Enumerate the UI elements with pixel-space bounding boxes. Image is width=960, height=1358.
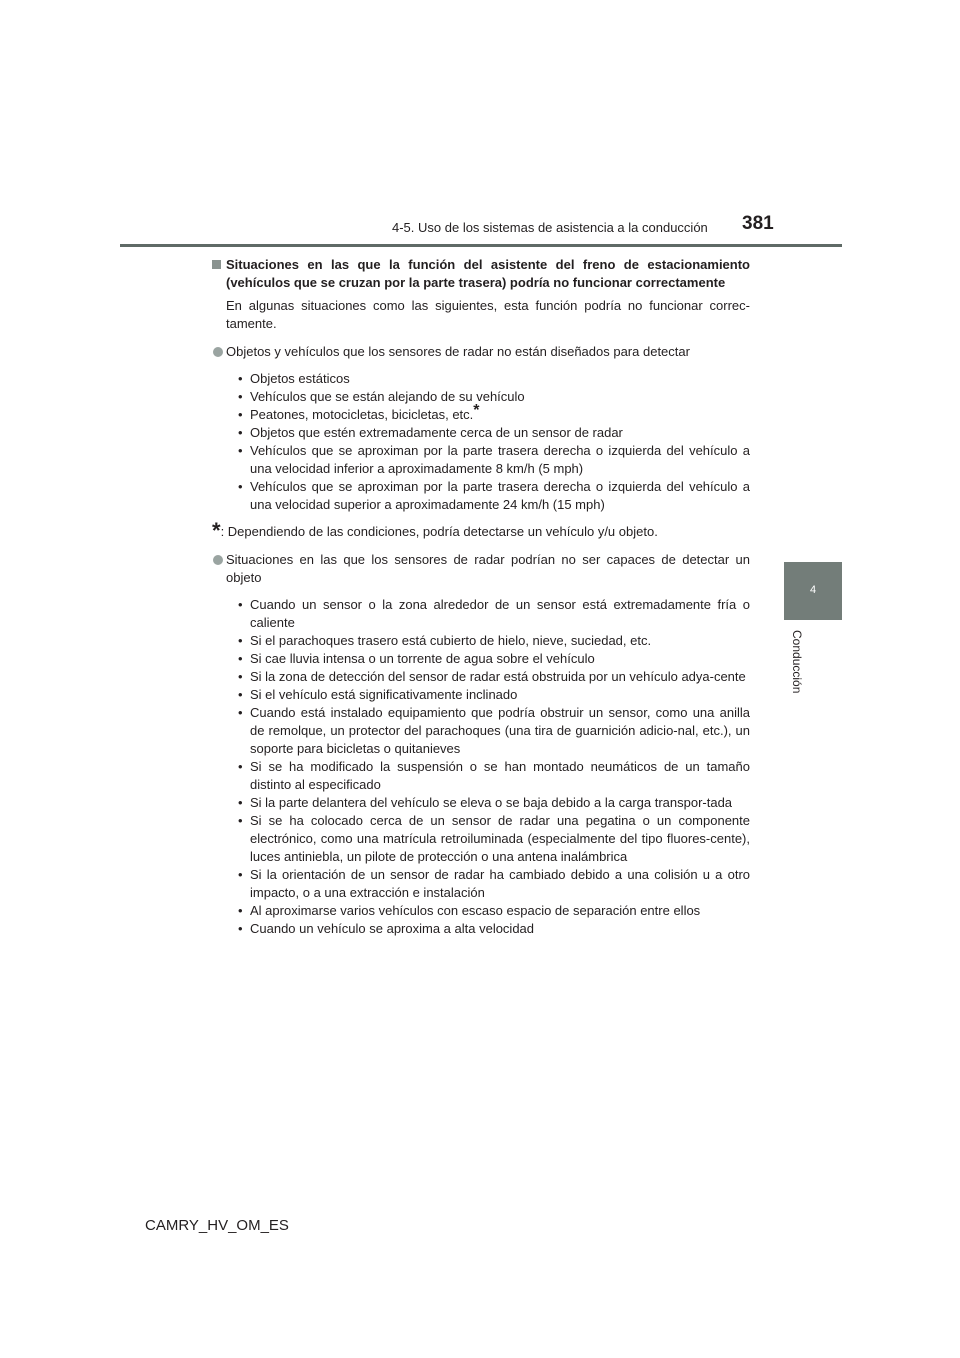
list-item: • Si la parte delantera del vehículo se eleva o se baja debido a la carga transpor-tada [238, 795, 733, 810]
list-item: • Vehículos que se están alejando de su vehículo [238, 389, 525, 404]
list-item: • Cuando un vehículo se aproxima a alta velocidad [238, 921, 535, 936]
list-item: • Al aproximarse varios vehículos con escaso espacio de separación entre ellos [238, 903, 701, 918]
section-heading [212, 256, 750, 292]
list-item: • Peatones, motocicletas, bicicletas, etc.* [238, 402, 480, 422]
list-item: • Si la zona de detección del sensor de radar está obstruida por un vehículo adya-cente [238, 669, 746, 684]
group2-list [212, 596, 750, 938]
section-title: 4-5. Uso de los sistemas de asistencia a la conducción [392, 220, 708, 235]
list-item: • Objetos que estén extremadamente cerca de un sensor de radar [238, 425, 623, 440]
footnote-star: * [212, 518, 221, 543]
section-heading-text: Situaciones en las que la función del asistente del freno de estacionamiento (vehículos que se cruzan por la parte trasera) podría no funcionar correctamente [226, 257, 750, 290]
list-item: • Si se ha colocado cerca de un sensor de radar una pegatina o un componente electrónico, como una matrícula retroiluminada (especialmente del tipo fluores-cente), luces antiniebla, un pilote de protección o una antena inalámbrica [238, 813, 750, 864]
footnote-marker: * [473, 402, 480, 419]
footnote-text: : Dependiendo de las condiciones, podría detectarse un vehículo y/u objeto. [220, 524, 658, 539]
group1-title [212, 343, 750, 361]
list-item: • Si la orientación de un sensor de radar ha cambiado debido a una colisión u a otro impacto, o a una extracción e instalación [238, 867, 750, 900]
list-item: • Objetos estáticos [238, 371, 350, 386]
list-item: • Vehículos que se aproximan por la parte trasera derecha o izquierda del vehículo a una velocidad superior a aproximadamente 24 km/h (15 mph) [238, 479, 750, 512]
list-item: • Si se ha modificado la suspensión o se han montado neumáticos de un tamaño distinto al especificado [238, 759, 750, 792]
header-rule [120, 244, 842, 247]
list-item: • Si cae lluvia intensa o un torrente de agua sobre el vehículo [238, 651, 595, 666]
chapter-tab [784, 562, 842, 620]
chapter-label: Conducción [790, 630, 804, 694]
circle-bullet-icon [213, 347, 223, 357]
page-number: 381 [742, 213, 774, 234]
intro-paragraph: En algunas situaciones como las siguientes, esta función podría no funcionar correc-tamente. [226, 298, 750, 331]
footnote [212, 518, 750, 543]
square-bullet-icon [212, 260, 221, 269]
group2-title-text: Situaciones en las que los sensores de radar podrían no ser capaces de detectar un objeto [226, 552, 750, 585]
list-item: • Si el parachoques trasero está cubierto de hielo, nieve, suciedad, etc. [238, 633, 652, 648]
circle-bullet-icon [213, 555, 223, 565]
list-item: • Si el vehículo está significativamente inclinado [238, 687, 518, 702]
document-code: CAMRY_HV_OM_ES [145, 1217, 289, 1234]
list-item: • Cuando está instalado equipamiento que podría obstruir un sensor, como una anilla de remolque, un protector del parachoques (una tira de guarnición adicio-nal, etc.), un soporte para bicicletas o quitanieves [238, 705, 750, 756]
list-item: • Vehículos que se aproximan por la parte trasera derecha o izquierda del vehículo a una velocidad inferior a aproximadamente 8 km/h (5 mph) [238, 443, 750, 476]
group2-title [212, 551, 750, 587]
main-content [212, 256, 750, 938]
group1-title-text: Objetos y vehículos que los sensores de radar no están diseñados para detectar [226, 344, 690, 359]
group1-list [212, 370, 750, 514]
chapter-number: 4 [809, 584, 817, 596]
list-item: • Cuando un sensor o la zona alrededor de un sensor está extremadamente fría o caliente [238, 597, 750, 630]
